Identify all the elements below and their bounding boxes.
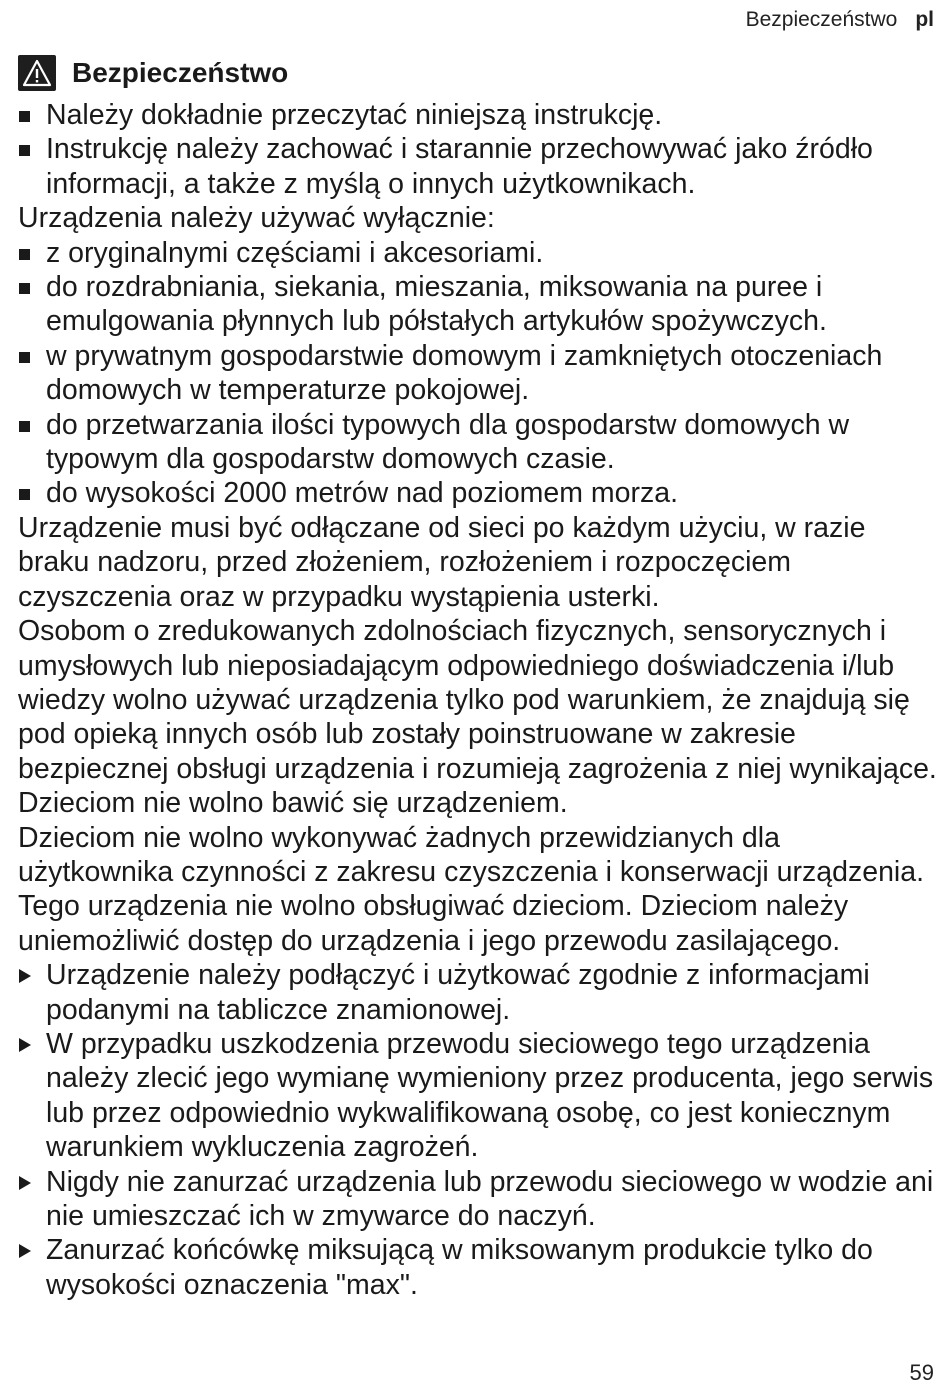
list-item: z oryginalnymi częściami i akcesoriami. — [18, 236, 938, 270]
title-row — [18, 50, 938, 96]
page-number: 59 — [909, 1360, 934, 1385]
section-title: Bezpieczeństwo — [72, 57, 289, 88]
square-bullet-icon — [19, 145, 30, 156]
square-bullet-icon — [19, 249, 30, 260]
warning-triangle-icon — [18, 55, 56, 91]
list-item: w prywatnym gospodarstwie domowym i zamkniętych otoczeniach domowych w temperaturze pokojowej. — [18, 339, 938, 408]
paragraph: Urządzenie musi być odłączane od sieci po każdym użyciu, w razie braku nadzoru, przed złożeniem, rozłożeniem i rozpoczęciem czyszczenia oraz w przypadku wystąpienia usterki. — [18, 511, 866, 613]
arrow-bullet-icon — [19, 1038, 31, 1052]
safety-section — [18, 50, 938, 1302]
arrow-bullet-icon — [19, 1176, 31, 1190]
list-item: Instrukcję należy zachować i starannie przechowywać jako źródło informacji, a także z myślą o innych użytkownikach. — [18, 132, 938, 201]
square-bullet-icon — [19, 283, 30, 294]
header-section: Bezpieczeństwo — [745, 8, 898, 31]
arrow-bullet-icon — [19, 969, 31, 983]
square-bullet-icon — [19, 111, 30, 122]
arrow-bullet-icon — [19, 1244, 31, 1258]
paragraph: Dzieciom nie wolno wykonywać żadnych przewidzianych dla użytkownika czynności z zakresu czyszczenia i konserwacji urządzenia. — [18, 821, 925, 888]
header-language: pl — [915, 8, 934, 31]
paragraph: Tego urządzenia nie wolno obsługiwać dzieciom. Dzieciom należy uniemożliwić dostęp do urządzenia i jego przewodu zasilającego. — [18, 890, 849, 957]
instruction-item: Urządzenie należy podłączyć i użytkować zgodnie z informacjami podanymi na tabliczce znamionowej. — [18, 958, 938, 1027]
instruction-item: W przypadku uszkodzenia przewodu sieciowego tego urządzenia należy zlecić jego wymianę wymieniony przez producenta, jego serwis lub przez odpowiednio wykwalifikowaną osobę, co jest koniecznym warunkiem wykluczenia zagrożeń. — [18, 1027, 938, 1165]
square-bullet-icon — [19, 352, 30, 363]
square-bullet-icon — [19, 489, 30, 500]
instruction-item: Zanurzać końcówkę miksującą w miksowanym produkcie tylko do wysokości oznaczenia "max". — [18, 1233, 938, 1302]
paragraph: Dzieciom nie wolno bawić się urządzeniem. — [18, 787, 568, 820]
page-header — [746, 8, 934, 32]
usage-intro: Urządzenia należy używać wyłącznie: — [18, 202, 495, 235]
list-item: Należy dokładnie przeczytać niniejszą instrukcję. — [18, 98, 938, 132]
paragraph: Osobom o zredukowanych zdolnościach fizycznych, sensorycznych i umysłowych lub nieposiadającym odpowiedniego doświadczenia i/lub wiedzy wolno używać urządzenia tylko pod warunkiem, że znajdują się pod opieką innych osób lub zostały poinstruowane w zakresie bezpiecznej obsługi urządzenia i rozumieją zagrożenia z niej wynikające. — [18, 615, 937, 785]
instruction-item: Nigdy nie zanurzać urządzenia lub przewodu sieciowego w wodzie ani nie umieszczać ich w zmywarce do naczyń. — [18, 1165, 938, 1234]
list-item: do wysokości 2000 metrów nad poziomem morza. — [18, 476, 938, 510]
square-bullet-icon — [19, 421, 30, 432]
list-item: do rozdrabniania, siekania, mieszania, miksowania na puree i emulgowania płynnych lub półstałych artykułów spożywczych. — [18, 270, 938, 339]
list-item: do przetwarzania ilości typowych dla gospodarstw domowych w typowym dla gospodarstw domowych czasie. — [18, 408, 938, 477]
